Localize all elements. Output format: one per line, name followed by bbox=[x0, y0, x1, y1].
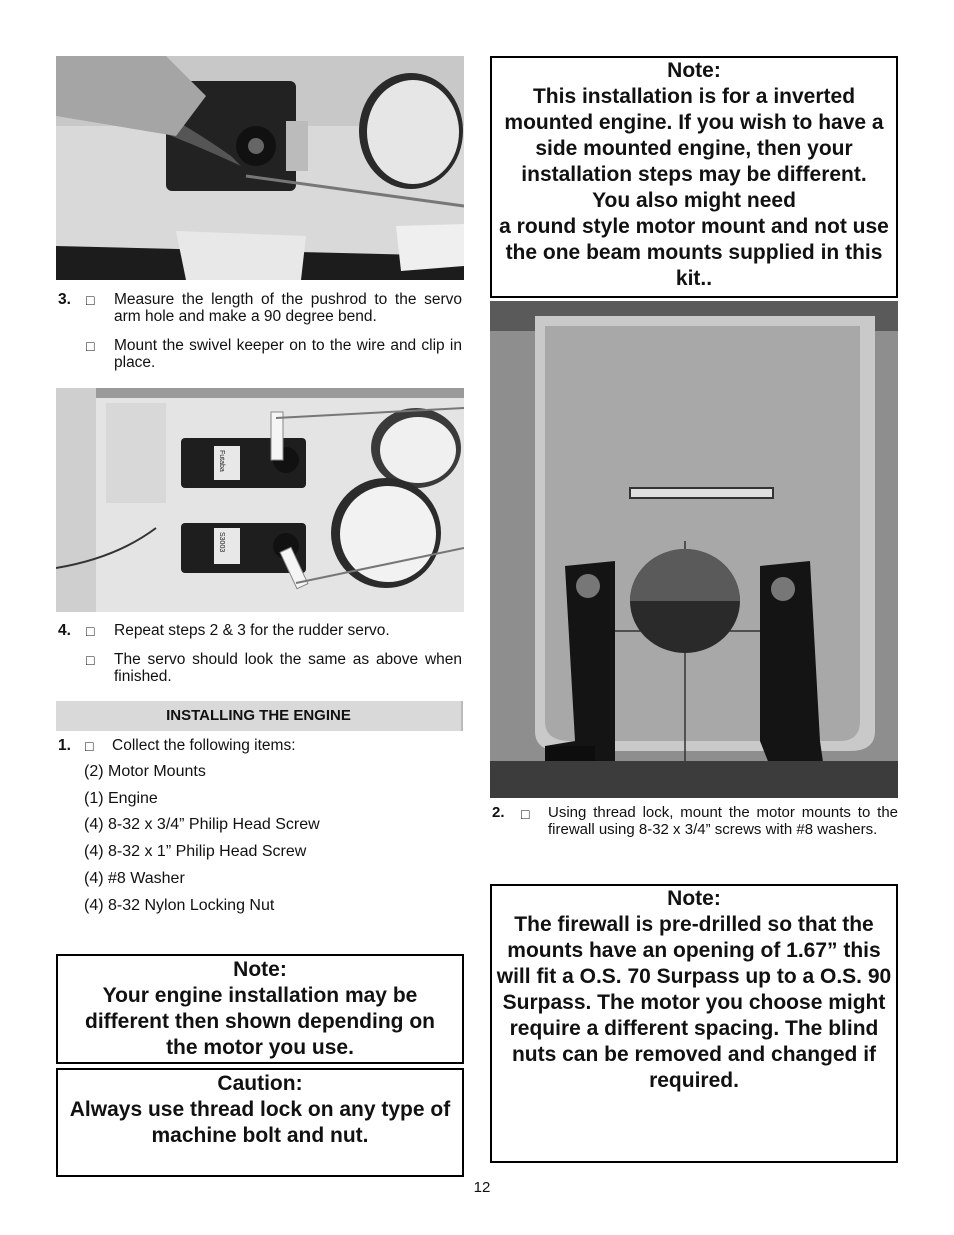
checkbox-icon[interactable]: □ bbox=[85, 738, 94, 754]
note-title: Note: bbox=[233, 958, 287, 981]
checkbox-icon[interactable]: □ bbox=[86, 652, 95, 668]
step-number: 3. bbox=[58, 291, 71, 308]
caution-title: Caution: bbox=[217, 1072, 303, 1095]
list-item: (2) Motor Mounts bbox=[84, 763, 206, 780]
step-text: Repeat steps 2 & 3 for the rudder servo. bbox=[114, 622, 390, 639]
step-1 bbox=[58, 737, 462, 755]
servo-label: S3003 bbox=[218, 532, 225, 553]
step-4 bbox=[58, 622, 462, 640]
checkbox-icon[interactable]: □ bbox=[86, 338, 95, 354]
note-inverted-engine bbox=[490, 56, 898, 298]
page-number: 12 bbox=[473, 1179, 491, 1196]
list-item: (4) #8 Washer bbox=[84, 870, 185, 887]
servo-label: Futaba bbox=[218, 450, 225, 472]
section-heading-text: INSTALLING THE ENGINE bbox=[166, 707, 351, 724]
note-body: Your engine installation may be different then shown depending on the motor you use. bbox=[85, 984, 435, 1059]
caution-thread-lock bbox=[56, 1068, 464, 1177]
checkbox-icon[interactable]: □ bbox=[86, 623, 95, 639]
checkbox-icon[interactable]: □ bbox=[86, 292, 95, 308]
note-engine-installation bbox=[56, 954, 464, 1064]
step-3 bbox=[58, 291, 462, 325]
step-number: 1. bbox=[58, 737, 71, 754]
note-body: This installation is for a inverted mounted engine. If you wish to have a side mounted engine, then your installation steps may be different. You also might need a round style motor mount and not use the one beam mounts supplied in this kit.. bbox=[499, 85, 889, 290]
step-text: Collect the following items: bbox=[112, 737, 296, 754]
note-title: Note: bbox=[667, 887, 721, 910]
note-firewall-predrilled bbox=[490, 884, 898, 1163]
list-item: (4) 8-32 x 3/4” Philip Head Screw bbox=[84, 816, 320, 833]
caution-body: Always use thread lock on any type of machine bolt and nut. bbox=[69, 1098, 451, 1147]
photo-firewall-mounts bbox=[490, 301, 898, 798]
list-item: (1) Engine bbox=[84, 790, 158, 807]
list-item: (4) 8-32 x 1” Philip Head Screw bbox=[84, 843, 307, 860]
note-body: The firewall is pre-drilled so that the mounts have an opening of 1.67” this will fit a O.S. 70 Surpass up to a O.S. 90 Surpass. The motor you choose might require a different spacing. The blind nuts can be removed and changed if required. bbox=[496, 913, 892, 1092]
photo-rudder-servo bbox=[56, 388, 464, 612]
note-title: Note: bbox=[667, 59, 721, 82]
step-text: Measure the length of the pushrod to the servo arm hole and make a 90 degree bend. bbox=[114, 291, 462, 325]
checkbox-icon[interactable]: □ bbox=[521, 806, 530, 822]
photo-pushrod-bend bbox=[56, 56, 464, 280]
step-4b bbox=[58, 651, 462, 685]
step-text: The servo should look the same as above when finished. bbox=[114, 651, 462, 685]
step-2 bbox=[492, 805, 898, 855]
section-heading bbox=[56, 701, 463, 731]
step-text: Using thread lock, mount the motor mounts to the firewall using 8-32 x 3/4” screws with #8 washers. bbox=[548, 804, 898, 838]
step-text: Mount the swivel keeper on to the wire and clip in place. bbox=[114, 337, 462, 371]
step-3b bbox=[58, 337, 462, 371]
list-item: (4) 8-32 Nylon Locking Nut bbox=[84, 897, 275, 914]
step-number: 4. bbox=[58, 622, 71, 639]
step-number: 2. bbox=[492, 804, 505, 821]
